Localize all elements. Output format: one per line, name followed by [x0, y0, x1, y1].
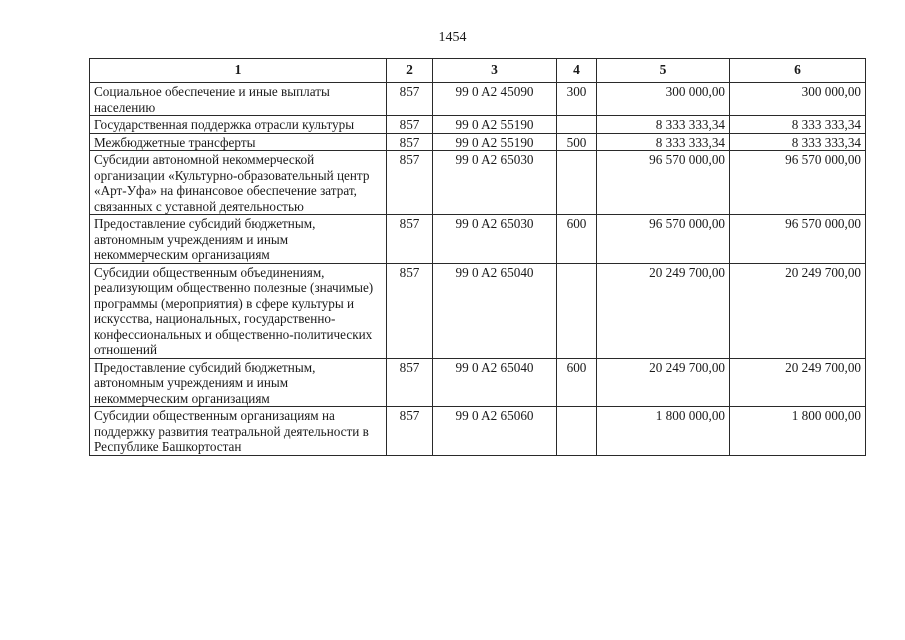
row-target: 99 0 A2 55190	[433, 116, 557, 134]
row-code: 857	[387, 133, 433, 151]
row-target: 99 0 A2 65040	[433, 263, 557, 358]
row-sum1: 8 333 333,34	[597, 133, 730, 151]
column-header: 5	[597, 59, 730, 83]
row-name: Государственная поддержка отрасли культуры	[90, 116, 387, 134]
table-row	[90, 215, 866, 264]
row-target: 99 0 A2 65040	[433, 358, 557, 407]
table-row	[90, 263, 866, 358]
row-target: 99 0 A2 65060	[433, 407, 557, 456]
header-row	[90, 59, 866, 83]
budget-table	[89, 58, 866, 456]
row-sum1: 20 249 700,00	[597, 263, 730, 358]
row-sum2: 8 333 333,34	[730, 116, 866, 134]
row-type	[557, 116, 597, 134]
table-row	[90, 83, 866, 116]
row-type: 600	[557, 358, 597, 407]
column-header: 1	[90, 59, 387, 83]
row-sum2: 8 333 333,34	[730, 133, 866, 151]
column-header: 6	[730, 59, 866, 83]
table-row	[90, 116, 866, 134]
row-code: 857	[387, 215, 433, 264]
row-sum1: 96 570 000,00	[597, 215, 730, 264]
row-target: 99 0 A2 45090	[433, 83, 557, 116]
row-sum2: 20 249 700,00	[730, 263, 866, 358]
column-header: 4	[557, 59, 597, 83]
row-name: Предоставление субсидий бюджетным, автономным учреждениям и иным некоммерческим организациям	[90, 358, 387, 407]
row-code: 857	[387, 83, 433, 116]
row-type: 600	[557, 215, 597, 264]
row-sum2: 96 570 000,00	[730, 215, 866, 264]
row-sum2: 1 800 000,00	[730, 407, 866, 456]
row-type	[557, 407, 597, 456]
table-row	[90, 151, 866, 215]
table-row	[90, 407, 866, 456]
row-sum2: 20 249 700,00	[730, 358, 866, 407]
row-type: 500	[557, 133, 597, 151]
row-sum1: 1 800 000,00	[597, 407, 730, 456]
row-name: Субсидии общественным объединениям, реализующим общественно полезные (значимые) программы (мероприятия) в сфере культуры и искусства, национальных, государственно-конфессиональных и общественно-политических отношений	[90, 263, 387, 358]
row-name: Социальное обеспечение и иные выплаты населению	[90, 83, 387, 116]
row-target: 99 0 A2 55190	[433, 133, 557, 151]
table-row	[90, 358, 866, 407]
row-sum1: 96 570 000,00	[597, 151, 730, 215]
row-name: Субсидии автономной некоммерческой организации «Культурно-образовательный центр «Арт-Уфа» на финансовое обеспечение затрат, связанных с уставной деятельностью	[90, 151, 387, 215]
column-header: 2	[387, 59, 433, 83]
table-row	[90, 133, 866, 151]
row-name: Межбюджетные трансферты	[90, 133, 387, 151]
row-type	[557, 151, 597, 215]
row-sum1: 300 000,00	[597, 83, 730, 116]
row-code: 857	[387, 358, 433, 407]
row-code: 857	[387, 263, 433, 358]
row-target: 99 0 A2 65030	[433, 215, 557, 264]
row-code: 857	[387, 407, 433, 456]
row-sum2: 300 000,00	[730, 83, 866, 116]
row-code: 857	[387, 151, 433, 215]
row-name: Предоставление субсидий бюджетным, автономным учреждениям и иным некоммерческим организациям	[90, 215, 387, 264]
row-sum1: 8 333 333,34	[597, 116, 730, 134]
column-header: 3	[433, 59, 557, 83]
row-name: Субсидии общественным организациям на поддержку развития театральной деятельности в Республике Башкортостан	[90, 407, 387, 456]
row-sum2: 96 570 000,00	[730, 151, 866, 215]
row-target: 99 0 A2 65030	[433, 151, 557, 215]
row-code: 857	[387, 116, 433, 134]
page-number: 1454	[438, 30, 467, 45]
row-type	[557, 263, 597, 358]
row-type: 300	[557, 83, 597, 116]
row-sum1: 20 249 700,00	[597, 358, 730, 407]
